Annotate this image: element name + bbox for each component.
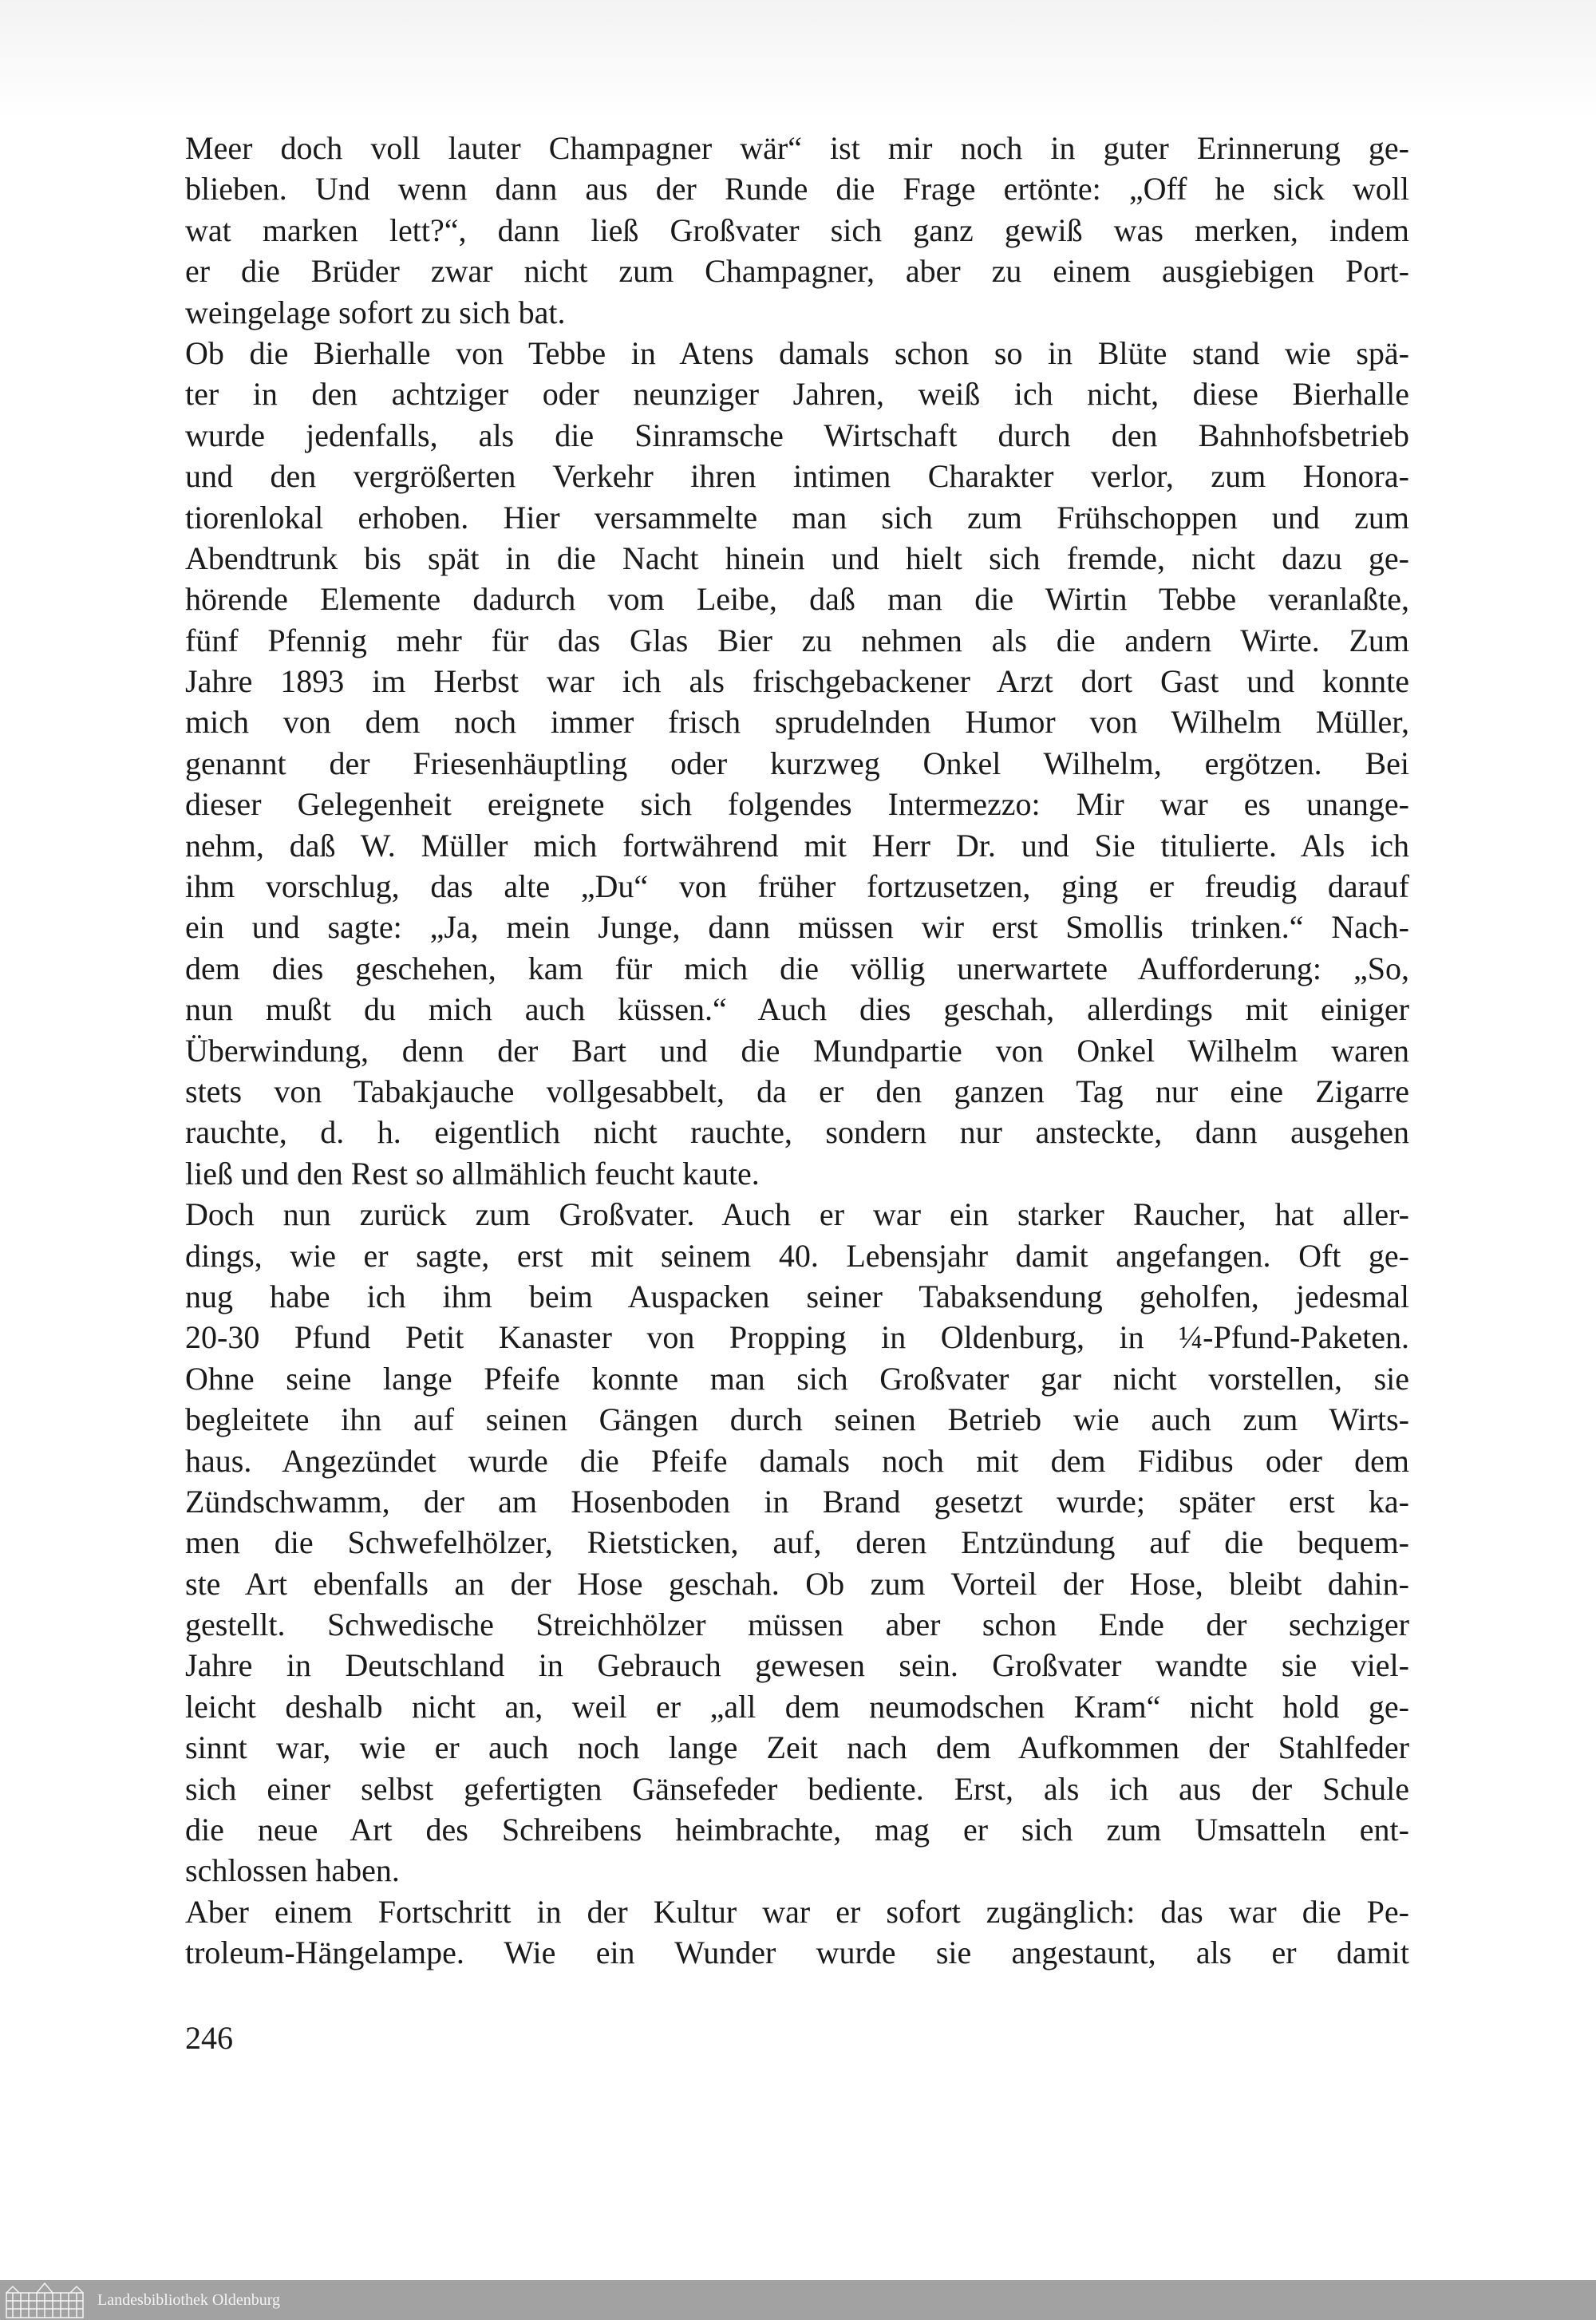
text-line: Meer doch voll lauter Champagner wär“ ist mir noch in guter Erinnerung ge-: [185, 130, 1409, 166]
text-line: ein und sagte: „Ja, mein Junge, dann müssen wir erst Smollis trinken.“ Nach-: [185, 909, 1409, 946]
text-line: ihm vorschlug, das alte „Du“ von früher fortzusetzen, ging er freudig darauf: [185, 868, 1409, 905]
text-line: nehm, daß W. Müller mich fortwährend mit Herr Dr. und Sie titulierte. Als ich: [185, 827, 1409, 864]
text-line: gestellt. Schwedische Streichhölzer müssen aber schon Ende der sechziger: [185, 1607, 1409, 1643]
text-line: tiorenlokal erhoben. Hier versammelte man sich zum Frühschoppen und zum: [185, 499, 1409, 536]
text-line: leicht deshalb nicht an, weil er „all dem neumodschen Kram“ nicht hold ge-: [185, 1688, 1409, 1725]
text-line: genannt der Friesenhäuptling oder kurzweg Onkel Wilhelm, ergötzen. Bei: [185, 745, 1409, 781]
text-line: Aber einem Fortschritt in der Kultur war er sofort zugänglich: das war die Pe-: [185, 1893, 1409, 1930]
page-number: 246: [185, 2020, 233, 2056]
text-line: blieben. Und wenn dann aus der Runde die Frage ertönte: „Off he sick woll: [185, 171, 1409, 207]
body-text: [185, 128, 1409, 1974]
footer-bar: [0, 2280, 1596, 2320]
text-line: ter in den achtziger oder neunziger Jahren, weiß ich nicht, diese Bierhalle: [185, 376, 1409, 413]
text-line: ließ und den Rest so allmählich feucht kaute.: [185, 1155, 760, 1192]
text-line: Doch nun zurück zum Großvater. Auch er war ein starker Raucher, hat aller-: [185, 1196, 1409, 1233]
text-line: weingelage sofort zu sich bat.: [185, 294, 566, 330]
text-line: sich einer selbst gefertigten Gänsefeder bediente. Erst, als ich aus der Schule: [185, 1770, 1409, 1807]
text-line: wat marken lett?“, dann ließ Großvater sich ganz gewiß was merken, indem: [185, 211, 1409, 248]
text-line: haus. Angezündet wurde die Pfeife damals noch mit dem Fidibus oder dem: [185, 1442, 1409, 1479]
text-line: Ohne seine lange Pfeife konnte man sich Großvater gar nicht vorstellen, sie: [185, 1360, 1409, 1397]
text-line: 20-30 Pfund Petit Kanaster von Propping in Oldenburg, in ¼-Pfund-Paketen.: [185, 1319, 1409, 1356]
text-line: dem dies geschehen, kam für mich die völlig unerwartete Aufforderung: „So,: [185, 950, 1409, 986]
text-line: Ob die Bierhalle von Tebbe in Atens damals schon so in Blüte stand wie spä-: [185, 334, 1409, 371]
text-line: dings, wie er sagte, erst mit seinem 40. Lebensjahr damit angefangen. Oft ge-: [185, 1237, 1409, 1274]
text-line: nun mußt du mich auch küssen.“ Auch dies geschah, allerdings mit einiger: [185, 991, 1409, 1028]
scan-shadow: [0, 0, 1596, 120]
text-line: begleitete ihn auf seinen Gängen durch seinen Betrieb wie auch zum Wirts-: [185, 1401, 1409, 1438]
text-line: er die Brüder zwar nicht zum Champagner, aber zu einem ausgiebigen Port-: [185, 253, 1409, 290]
text-line: ste Art ebenfalls an der Hose geschah. Ob zum Vorteil der Hose, bleibt dahin-: [185, 1565, 1409, 1602]
text-line: sinnt war, wie er auch noch lange Zeit nach dem Aufkommen der Stahlfeder: [185, 1729, 1409, 1766]
text-line: stets von Tabakjauche vollgesabbelt, da er den ganzen Tag nur eine Zigarre: [185, 1073, 1409, 1109]
text-line: hörende Elemente dadurch vom Leibe, daß man die Wirtin Tebbe veranlaßte,: [185, 581, 1409, 618]
text-line: fünf Pfennig mehr für das Glas Bier zu nehmen als die andern Wirte. Zum: [185, 622, 1409, 658]
text-line: Jahre in Deutschland in Gebrauch gewesen sein. Großvater wandte sie viel-: [185, 1647, 1409, 1684]
text-line: Überwindung, denn der Bart und die Mundpartie von Onkel Wilhelm waren: [185, 1032, 1409, 1069]
text-line: Jahre 1893 im Herbst war ich als frischgebackener Arzt dort Gast und konnte: [185, 663, 1409, 700]
text-line: und den vergrößerten Verkehr ihren intimen Charakter verlor, zum Honora-: [185, 458, 1409, 495]
text-line: rauchte, d. h. eigentlich nicht rauchte, sondern nur ansteckte, dann ausgehen: [185, 1114, 1409, 1151]
text-line: dieser Gelegenheit ereignete sich folgendes Intermezzo: Mir war es unange-: [185, 786, 1409, 823]
text-line: men die Schwefelhölzer, Rietsticken, auf, deren Entzündung auf die bequem-: [185, 1524, 1409, 1561]
library-name: Landesbibliothek Oldenburg: [97, 2290, 281, 2309]
text-line: mich von dem noch immer frisch sprudelnden Humor von Wilhelm Müller,: [185, 704, 1409, 741]
text-line: wurde jedenfalls, als die Sinramsche Wirtschaft durch den Bahnhofsbetrieb: [185, 417, 1409, 453]
text-line: Zündschwamm, der am Hosenboden in Brand gesetzt wurde; später erst ka-: [185, 1483, 1409, 1520]
text-line: Abendtrunk bis spät in die Nacht hinein und hielt sich fremde, nicht dazu ge-: [185, 539, 1409, 576]
text-line: schlossen haben.: [185, 1852, 400, 1889]
text-line: nug habe ich ihm beim Auspacken seiner Tabaksendung geholfen, jedesmal: [185, 1278, 1409, 1314]
text-line: troleum-Hängelampe. Wie ein Wunder wurde sie angestaunt, als er damit: [185, 1935, 1409, 1971]
library-building-icon: [5, 2282, 85, 2318]
text-line: die neue Art des Schreibens heimbrachte, mag er sich zum Umsatteln ent-: [185, 1812, 1409, 1848]
